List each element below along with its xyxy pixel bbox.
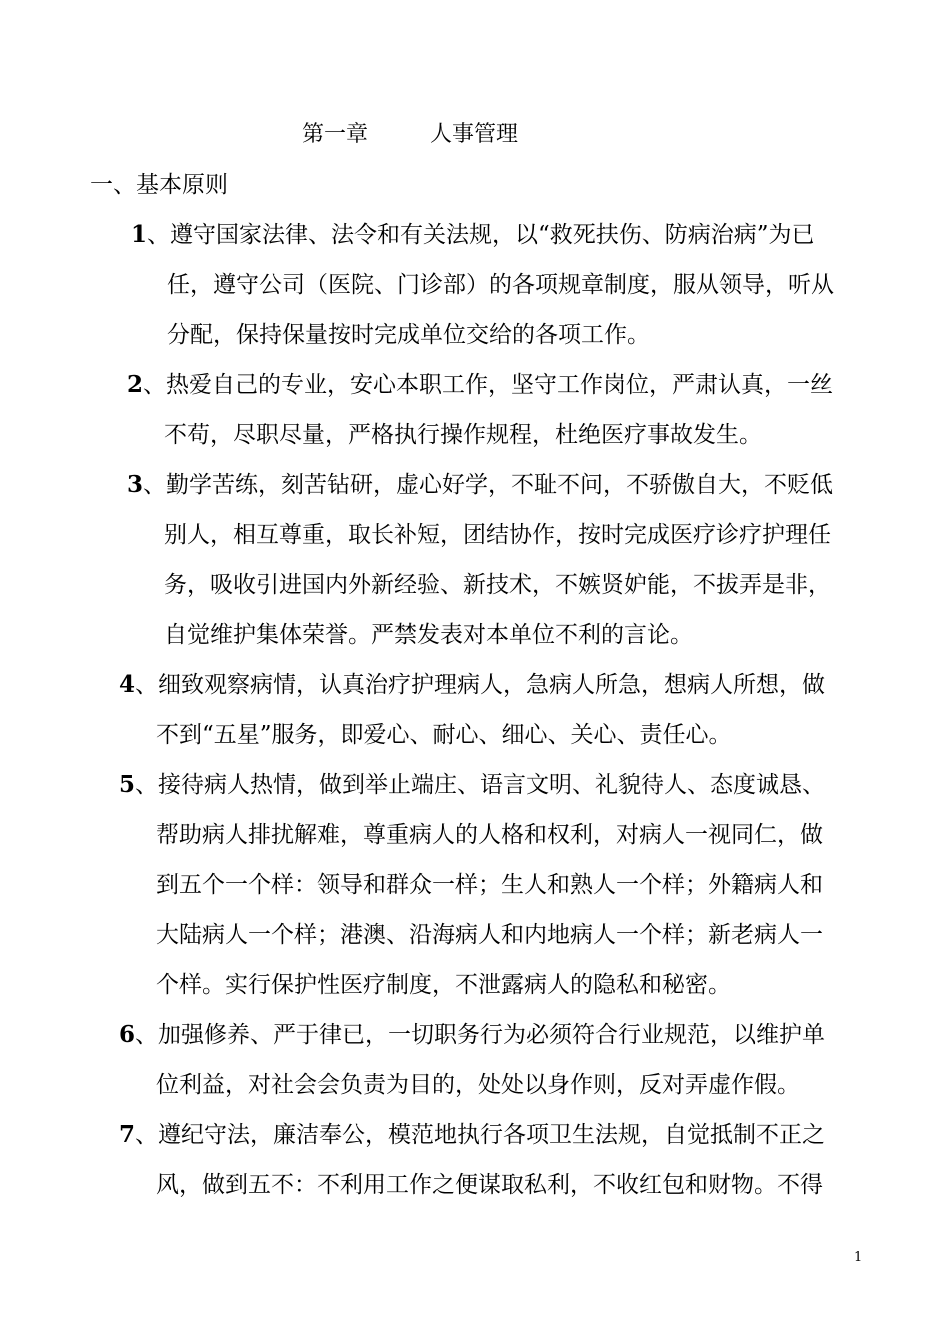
item-number: 4 — [119, 671, 136, 698]
item-text: 细致观察病情，认真治疗护理病人，急病人所急，想病人所想，做 — [158, 672, 826, 698]
list-item-3-line-2: 别人，相互尊重，取长补短，团结协作，按时完成医疗诊疗护理任 — [164, 522, 831, 548]
list-item-5-line-4: 大陆病人一个样；港澳、沿海病人和内地病人一个样；新老病人一 — [156, 922, 823, 948]
section-heading: 一、基本原则 — [90, 172, 228, 198]
list-item-2-line-2: 不苟，尽职尽量，严格执行操作规程，杜绝医疗事故发生。 — [164, 422, 762, 448]
chapter-label: 第一章 — [302, 122, 369, 147]
item-text: 加强修养、严于律已，一切职务行为必须符合行业规范，以维护单 — [158, 1022, 826, 1048]
list-item-3-line-3: 务，吸收引进国内外新经验、新技术，不嫉贤妒能，不拔弄是非， — [164, 572, 831, 598]
list-item-5-line-2: 帮助病人排扰解难，尊重病人的人格和权利，对病人一视同仁，做 — [156, 822, 823, 848]
item-text: 热爱自己的专业，安心本职工作，坚守工作岗位，严肃认真，一丝 — [166, 372, 834, 398]
list-item-3-line-1: 3、勤学苦练，刻苦钻研，虚心好学，不耻不问，不骄傲自大，不贬低 — [127, 471, 834, 498]
list-item-5-line-3: 到五个一个样：领导和群众一样；生人和熟人一个样；外籍病人和 — [156, 872, 823, 898]
item-number: 3 — [127, 471, 144, 498]
list-item-7-line-1: 7、遵纪守法，廉洁奉公，模范地执行各项卫生法规，自觉抵制不正之 — [119, 1121, 826, 1148]
list-item-6-line-2: 位利益，对社会会负责为目的，处处以身作则，反对弄虚作假。 — [156, 1072, 800, 1098]
item-text: 勤学苦练，刻苦钻研，虚心好学，不耻不问，不骄傲自大，不贬低 — [166, 472, 834, 498]
item-text: 遵守国家法律、法令和有关法规，以“救死扶伤、防病治病”为已 — [170, 222, 815, 248]
list-item-5-line-1: 5、接待病人热情，做到举止端庄、语言文明、礼貌待人、态度诚恳、 — [119, 771, 826, 798]
list-item-4-line-2: 不到“五星”服务，即爱心、耐心、细心、关心、责任心。 — [156, 722, 732, 748]
list-item-1-line-3: 分配，保持保量按时完成单位交给的各项工作。 — [167, 322, 650, 348]
item-number: 5 — [119, 771, 136, 798]
list-item-5-line-5: 个样。实行保护性医疗制度，不泄露病人的隐私和秘密。 — [156, 972, 731, 998]
item-number: 1 — [131, 221, 148, 248]
item-text: 遵纪守法，廉洁奉公，模范地执行各项卫生法规，自觉抵制不正之 — [158, 1122, 826, 1148]
list-item-7-line-2: 风，做到五不：不利用工作之便谋取私利，不收红包和财物。不得 — [156, 1172, 823, 1198]
item-number: 6 — [119, 1021, 136, 1048]
list-item-4-line-1: 4、细致观察病情，认真治疗护理病人，急病人所急，想病人所想，做 — [119, 671, 826, 698]
list-item-3-line-4: 自觉维护集体荣誉。严禁发表对本单位不利的言论。 — [164, 622, 693, 648]
list-item-2-line-1: 2、热爱自己的专业，安心本职工作，坚守工作岗位，严肃认真，一丝 — [127, 371, 834, 398]
item-number: 7 — [119, 1121, 136, 1148]
chapter-name: 人事管理 — [430, 122, 519, 147]
page-number: 1 — [854, 1250, 863, 1265]
item-text: 接待病人热情，做到举止端庄、语言文明、礼貌待人、态度诚恳、 — [158, 772, 826, 798]
list-item-1-line-2: 任，遵守公司（医院、门诊部）的各项规章制度，服从领导，听从 — [167, 272, 834, 298]
item-number: 2 — [127, 371, 144, 398]
chapter-title — [302, 118, 518, 152]
list-item-1-line-1: 1、遵守国家法律、法令和有关法规，以“救死扶伤、防病治病”为已 — [131, 221, 815, 248]
list-item-6-line-1: 6、加强修养、严于律已，一切职务行为必须符合行业规范，以维护单 — [119, 1021, 826, 1048]
